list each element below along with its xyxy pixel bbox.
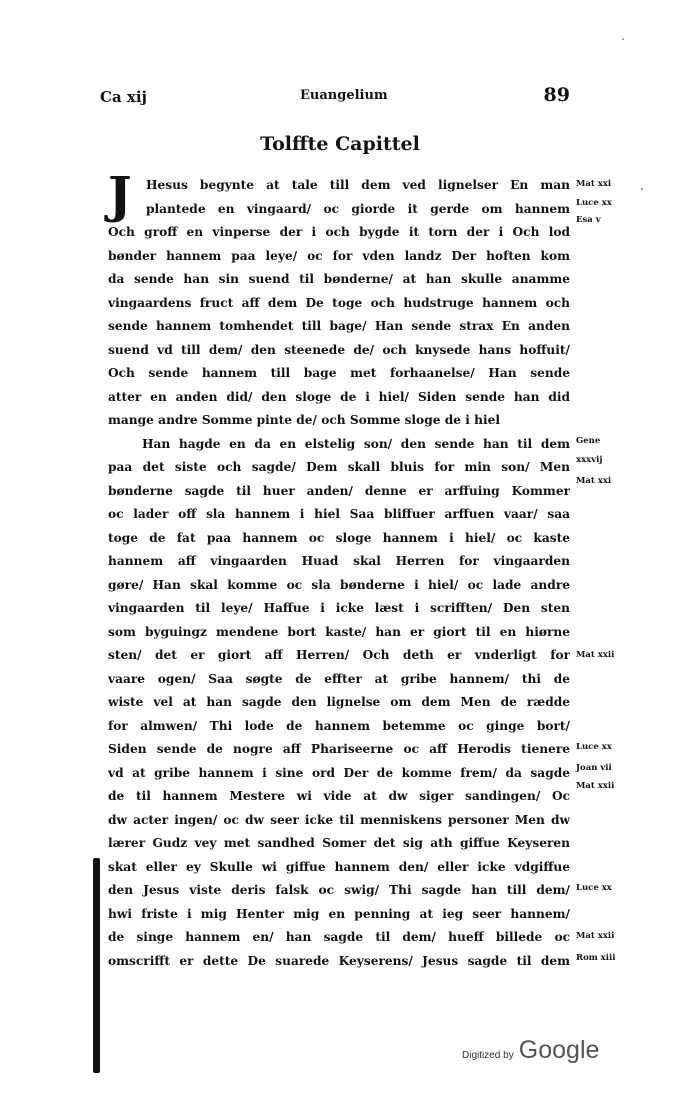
google-logo: Google: [518, 1036, 600, 1064]
chapter-abbrev: Ca xij: [100, 88, 147, 106]
text-line: de singe hannem en/ han sagde til dem/ hueff billede oc: [108, 930, 570, 944]
text-line: sten/ det er giort aff Herren/ Och deth er vnderligt for: [108, 648, 570, 662]
margin-note: Rom xiii: [576, 953, 616, 963]
text-line: omscrifft er dette De suarede Keyserens/ Jesus sagde til dem: [108, 953, 570, 968]
margin-note: xxxvij: [576, 455, 603, 465]
text-line: som byguingz mendene bort kaste/ han er giort til en hiørne: [108, 624, 570, 639]
text-line: hwi friste i mig Henter mig en penning at ieg seer hannem/: [108, 906, 570, 921]
text-line: plantede en vingaard/ oc giorde it gerde om hannem: [146, 201, 570, 216]
text-line: for almwen/ Thi lode de hannem betemme oc ginge bort/: [108, 718, 570, 733]
drop-capital: J: [108, 165, 132, 224]
running-header: [100, 84, 570, 112]
text-line: oc lader off sla hannem i hiel Saa bliffuer arffuen vaar/ saa: [108, 507, 570, 521]
text-line: gøre/ Han skal komme oc sla bønderne i hiel/ oc lade andre: [108, 577, 570, 592]
binding-edge-rule: [93, 858, 100, 1073]
body-text: [108, 174, 570, 973]
text-line: Han hagde en da en elstelig son/ den sende han til dem: [142, 436, 570, 451]
text-line: sende hannem tomhendet till bage/ Han sende strax En anden: [108, 319, 570, 333]
margin-note: Gene: [576, 436, 601, 446]
paper-speck: [641, 188, 643, 190]
text-line: Och groff en vinperse der i och bygde it torn der i Och lod: [108, 225, 570, 239]
text-line: skat eller ey Skulle wi giffue hannem den/ eller icke vdgiffue: [108, 859, 570, 874]
margin-note: Joan vii: [576, 763, 612, 773]
text-line: paa det siste och sagde/ Dem skall bluis for min son/ Men: [108, 460, 570, 474]
margin-note: Mat xxi: [576, 179, 612, 189]
text-line: vingaarden til leye/ Haffue i icke læst i scrifften/ Den sten: [108, 601, 570, 615]
margin-note: Luce xx: [576, 742, 612, 752]
chapter-title: Tolffte Capittel: [260, 133, 420, 155]
margin-note: Mat xxii: [576, 781, 615, 791]
margin-note: Mat xxii: [576, 931, 615, 941]
text-line: vd at gribe hannem i sine ord Der de komme frem/ da sagde: [108, 765, 570, 780]
text-line: den Jesus viste deris falsk oc swig/ Thi sagde han till dem/: [108, 883, 570, 897]
page-number: 89: [543, 84, 570, 106]
text-line: dw acter ingen/ oc dw seer icke til menniskens personer Men dw: [108, 812, 570, 827]
margin-note: Mat xxii: [576, 650, 615, 660]
text-line: suend vd till dem/ den steenede de/ och knysede hans hoffuit/: [108, 342, 570, 357]
text-line: de til hannem Mestere wi vide at dw siger sandingen/ Oc: [108, 789, 570, 803]
margin-note: Luce xx: [576, 883, 612, 893]
text-line: atter en anden did/ den sloge de i hiel/ Siden sende han did: [108, 389, 570, 404]
text-line: mange andre Somme pinte de/ och Somme sloge de i hiel: [108, 413, 500, 427]
text-line: vaare ogen/ Saa søgte de effter at gribe hannem/ thi de: [108, 671, 570, 686]
text-line: toge de fat paa hannem oc sloge hannem i hiel/ oc kaste: [108, 530, 570, 545]
text-line: Hesus begynte at tale till dem ved lignelser En man: [146, 178, 570, 192]
text-line: lærer Gudz vey met sandhed Somer det sig ath giffue Keyseren: [108, 836, 570, 850]
running-title: Euangelium: [300, 88, 388, 103]
digitized-by-label: Digitized by: [462, 1050, 514, 1061]
paper-speck: [622, 38, 624, 40]
text-line: bønder hannem paa leye/ oc for vden landz Der hoften kom: [108, 248, 570, 263]
text-line: bønderne sagde til huer anden/ denne er arffuing Kommer: [108, 483, 570, 498]
text-line: hannem aff vingaarden Huad skal Herren for vingaarden: [108, 554, 570, 568]
google-watermark: [462, 1036, 599, 1066]
text-line: wiste vel at han sagde den lignelse om dem Men de rædde: [108, 695, 570, 709]
margin-note: Mat xxi: [576, 476, 612, 486]
margin-note: Esa v: [576, 215, 601, 225]
text-line: da sende han sin suend til bønderne/ at han skulle anamme: [108, 272, 570, 286]
text-line: Siden sende de nogre aff Phariseerne oc aff Herodis tienere: [108, 742, 570, 756]
text-line: vingaardens fruct aff dem De toge och hudstruge hannem och: [108, 295, 570, 310]
margin-note: Luce xx: [576, 198, 612, 208]
text-line: Och sende hannem till bage met forhaanelse/ Han sende: [108, 366, 570, 380]
